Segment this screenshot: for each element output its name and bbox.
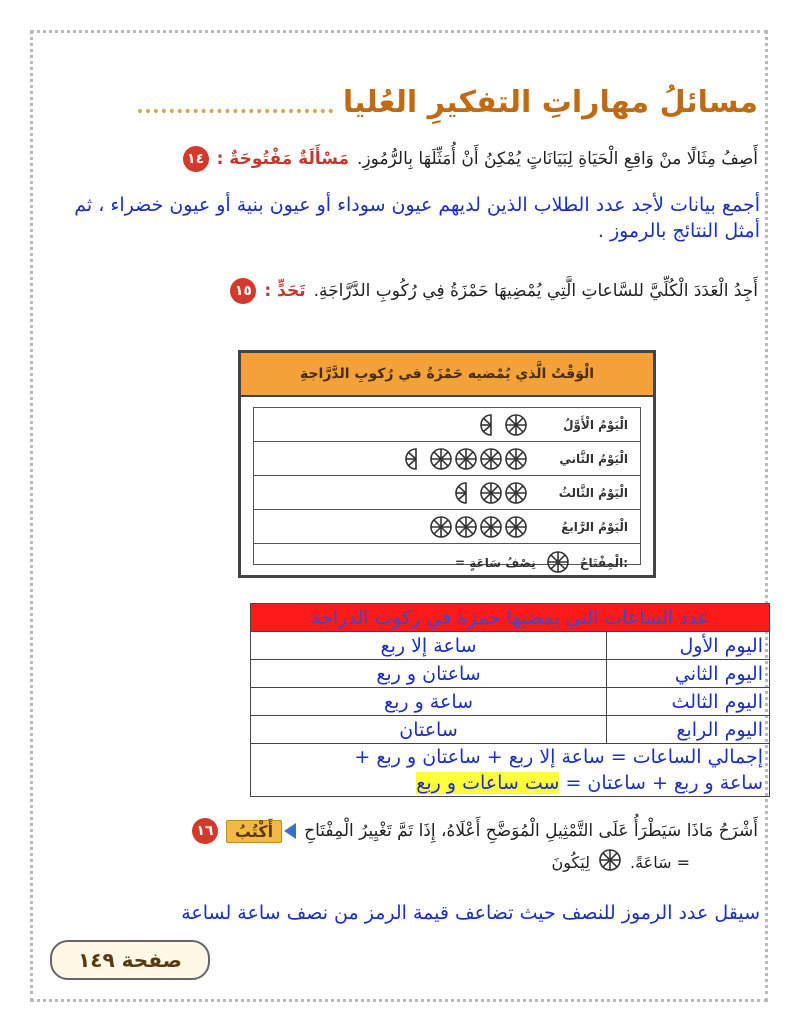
pictograph-icons — [254, 447, 532, 471]
full-wheel-icon — [504, 447, 528, 471]
half-wheel-icon — [479, 413, 503, 437]
question-text: أَصِفُ مِثَالًا منْ وَاقِعِ الْحَيَاةِ لِبَيَانَاتٍ يُمْكِنُ أَنْ أُمَثِّلَهَا بِالرُّمُوزِ. — [357, 149, 758, 169]
pictograph-day-label: الْيَوْمُ الثَّالثُ — [558, 485, 628, 500]
section-heading — [138, 80, 758, 124]
pictograph-day-label: الْيَوْمُ الثَّاني — [559, 451, 628, 466]
pictograph-icons — [254, 481, 532, 505]
pictograph-row — [254, 510, 640, 544]
question-15 — [230, 278, 758, 304]
page-number: صفحة ١٤٩ — [50, 940, 210, 980]
full-wheel-icon — [429, 447, 453, 471]
wheel-icon — [546, 550, 570, 577]
table-cell-hours: ساعة إلا ربع — [251, 632, 607, 660]
table-cell-hours: ساعة و ربع — [251, 688, 607, 716]
full-wheel-icon — [454, 515, 478, 539]
pictograph-icons — [254, 515, 532, 539]
total-line-2 — [257, 770, 763, 796]
full-wheel-icon — [479, 515, 503, 539]
full-wheel-icon — [479, 447, 503, 471]
table-row — [251, 660, 770, 688]
question-number-badge: ١٤ — [183, 146, 209, 172]
table-row — [251, 716, 770, 744]
title-dotted-rule — [138, 91, 333, 113]
full-wheel-icon — [504, 413, 528, 437]
table-cell-hours: ساعتان — [251, 716, 607, 744]
question-16-line-2 — [551, 848, 690, 876]
pictograph-body — [253, 407, 641, 570]
half-wheel-icon — [454, 481, 478, 505]
pictograph-title: الْوَقْتُ الَّذي يُمْضيه حَمْزَةُ في رُكوبِ الدَّرَّاجةِ — [241, 353, 653, 397]
write-badge — [226, 820, 296, 843]
question-text: أَجِدُ الْعَدَدَ الْكُلِّيَّ للسَّاعاتِ الَّتِي يُمْضِيهَا حَمْزَةُ فِي رُكُوبِ الدَّرَّاجَةِ. — [313, 281, 758, 301]
answer-14: أجمع بيانات لأجد عدد الطلاب الذين لديهم عيون سوداء أو عيون بنية أو عيون خضراء ، ثم أمثل النتائج بالرموز . — [74, 194, 760, 242]
full-wheel-icon — [429, 515, 453, 539]
answer-16: سيقل عدد الرموز للنصف حيث تضاعف قيمة الرمز من نصف ساعة لساعة — [181, 902, 760, 924]
pictograph-key — [254, 544, 640, 582]
full-wheel-icon — [504, 481, 528, 505]
table-total-cell — [251, 744, 770, 797]
table-row — [251, 688, 770, 716]
question-label: مَسْأَلَةٌ مَفْتُوحَةٌ : — [216, 149, 350, 169]
table-total-row — [251, 744, 770, 797]
arrow-left-icon — [284, 823, 296, 839]
pictograph-row — [254, 476, 640, 510]
answer-table — [250, 603, 770, 797]
full-wheel-icon — [454, 447, 478, 471]
pictograph-row — [254, 442, 640, 476]
table-header: عدد الساعات التي يمضيها حمزة في ركوب الدراجة — [251, 604, 770, 632]
full-wheel-icon — [479, 481, 503, 505]
question-14 — [183, 146, 758, 172]
wheel-icon — [598, 848, 622, 876]
pictograph-day-label: الْيَوْمُ الرَّابعُ — [561, 519, 628, 534]
question-text-suffix: = سَاعَةً. — [630, 852, 690, 872]
total-line-2-prefix: ساعة و ربع + ساعتان = — [565, 772, 763, 794]
pictograph — [238, 350, 656, 578]
table-cell-day: اليوم الثالث — [607, 688, 770, 716]
question-number-badge: ١٦ — [192, 818, 218, 844]
question-16 — [192, 818, 758, 844]
key-label: الْمِفْتَاحُ: — [579, 556, 628, 570]
pictograph-row — [254, 408, 640, 442]
table-cell-day: اليوم الرابع — [607, 716, 770, 744]
key-value: = نِصْفُ سَاعَةٍ — [455, 556, 536, 570]
question-number-badge: ١٥ — [230, 278, 256, 304]
total-line-1: إجمالي الساعات = ساعة إلا ربع + ساعتان و ربع + — [354, 746, 763, 768]
table-cell-day: اليوم الثاني — [607, 660, 770, 688]
section-title: مسائلُ مهاراتِ التفكيرِ العُليا — [342, 84, 758, 120]
table-row — [251, 632, 770, 660]
table-cell-hours: ساعتان و ربع — [251, 660, 607, 688]
question-label: تَحَدٍّ : — [264, 281, 306, 301]
half-wheel-icon — [404, 447, 428, 471]
pictograph-icons — [254, 413, 532, 437]
total-result-highlight: ست ساعات و ربع — [416, 772, 560, 794]
full-wheel-icon — [504, 515, 528, 539]
write-badge-label: أَكْتُبُ — [226, 820, 282, 843]
pictograph-day-label: الْيَوْمُ الْأَوَّلُ — [563, 417, 628, 432]
table-cell-day: اليوم الأول — [607, 632, 770, 660]
question-text: أَشْرَحُ مَاذَا سَيَطْرَأُ عَلَى التَّمْثِيلِ الْمُوَضَّحِ أَعْلَاهُ، إِذَا تَمَّ تَغْيِيرُ الْمِفْتَاحِ — [304, 821, 758, 841]
question-text-prefix: لِيَكُونَ — [551, 852, 591, 872]
